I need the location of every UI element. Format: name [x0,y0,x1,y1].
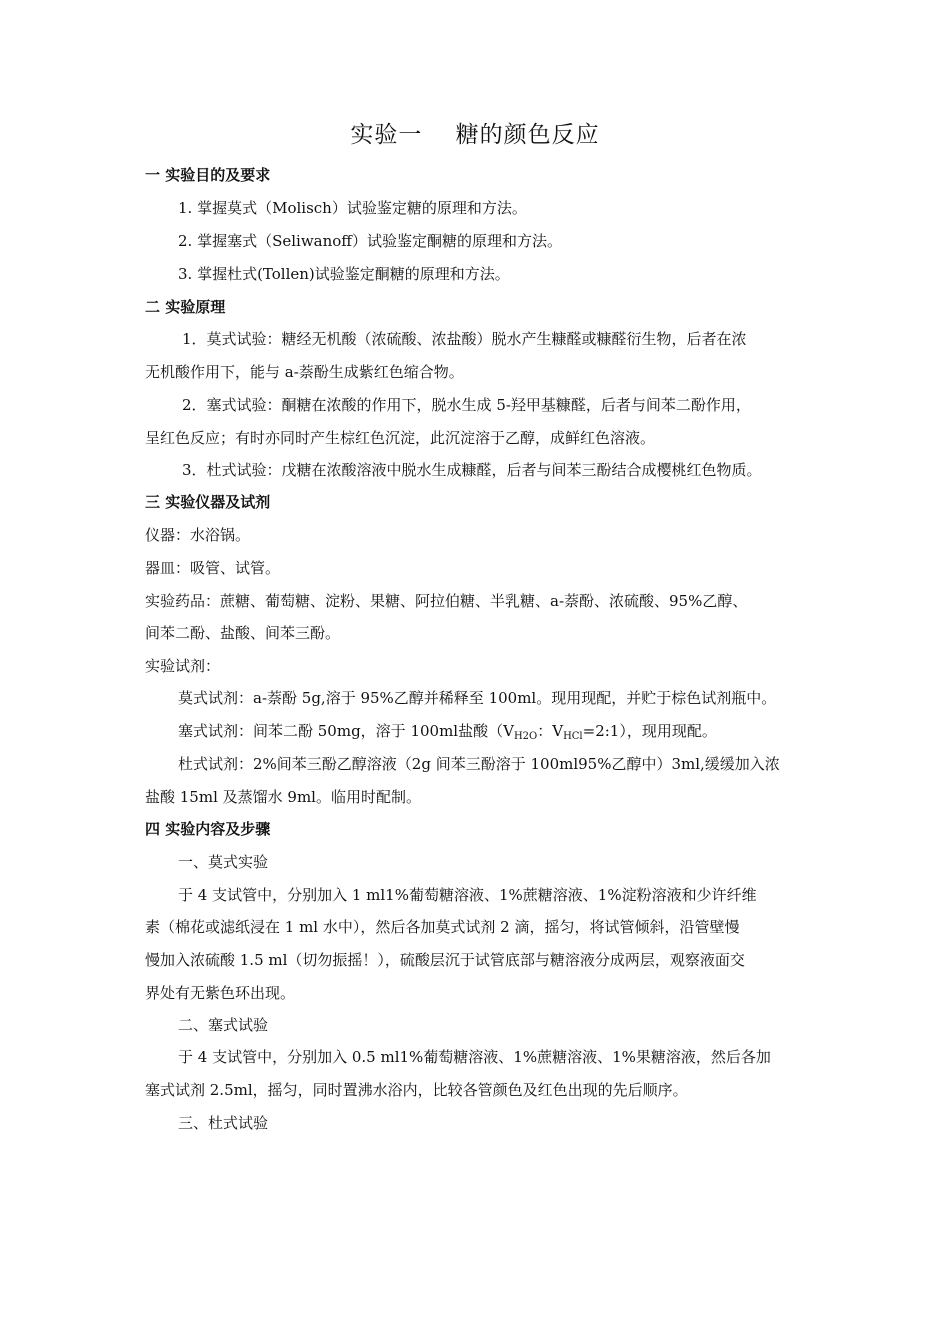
subscript: HCl [563,731,583,742]
paragraph-line: 3．杜式试验：戊糖在浓酸溶液中脱水生成糠醛，后者与间苯三酚结合成樱桃红色物质。 [182,461,762,479]
page-title: 实验一 糖的颜色反应 [350,122,600,148]
subheading: 三、杜式试验 [178,1114,269,1132]
subheading: 二、塞式试验 [178,1016,269,1034]
paragraph-line: 2．塞式试验：酮糖在浓酸的作用下，脱水生成 5-羟甲基糠醛，后者与间苯二酚作用， [182,396,751,414]
section-heading-objectives: 一 实验目的及要求 [145,166,271,184]
paragraph-line: 于 4 支试管中，分别加入 0.5 ml1%葡萄糖溶液、1%蔗糖溶液、1%果糖溶液，然后各加 [178,1048,771,1066]
paragraph-line: 间苯二酚、盐酸、间苯三酚。 [145,624,341,642]
objective-item: 1. 掌握莫式（Molisch）试验鉴定糖的原理和方法。 [178,199,527,217]
reagent-line: 杜式试剂：2%间苯三酚乙醇溶液（2g 间苯三酚溶于 100ml95%乙醇中）3ml,缓缓加入浓 [178,755,780,773]
subheading: 一、莫式实验 [178,853,269,871]
paragraph-line: 仪器：水浴锅。 [145,526,251,544]
section-heading-apparatus: 三 实验仪器及试剂 [145,493,271,511]
paragraph-line: 1．莫式试验：糖经无机酸（浓硫酸、浓盐酸）脱水产生糠醛或糠醛衍生物，后者在浓 [182,330,747,348]
paragraph-line: 实验药品：蔗糖、葡萄糖、淀粉、果糖、阿拉伯糖、半乳糖、a-萘酚、浓硫酸、95%乙醇、 [145,592,748,610]
objective-item: 3. 掌握杜式(Tollen)试验鉴定酮糖的原理和方法。 [178,265,510,283]
paragraph-line: 素（棉花或滤纸浸在 1 ml 水中），然后各加莫式试剂 2 滴，摇匀，将试管倾斜，沿管壁慢 [145,918,740,936]
paragraph-line: 塞式试剂 2.5ml，摇匀，同时置沸水浴内，比较各管颜色及红色出现的先后顺序。 [145,1081,688,1099]
section-heading-procedure: 四 实验内容及步骤 [145,820,271,838]
reagent-text: ：V [537,722,564,740]
paragraph-line: 无机酸作用下，能与 a-萘酚生成紫红色缩合物。 [145,363,464,381]
objective-item: 2. 掌握塞式（Seliwanoff）试验鉴定酮糖的原理和方法。 [178,232,562,250]
section-heading-principle: 二 实验原理 [145,298,226,316]
paragraph-line: 实验试剂： [145,657,221,675]
reagent-text: =2:1），现用现配。 [582,722,717,740]
paragraph-line: 盐酸 15ml 及蒸馏水 9ml。临用时配制。 [145,788,421,806]
paragraph-line: 于 4 支试管中，分别加入 1 ml1%葡萄糖溶液、1%蔗糖溶液、1%淀粉溶液和少许纤维 [178,886,757,904]
reagent-line-seliwanoff [178,721,848,741]
reagent-text: 塞式试剂：间苯二酚 50mg，溶于 100ml盐酸（V [178,722,514,740]
paragraph-line: 器皿：吸管、试管。 [145,559,281,577]
paragraph-line: 呈红色反应；有时亦同时产生棕红色沉淀，此沉淀溶于乙醇，成鲜红色溶液。 [145,429,656,447]
paragraph-line: 界处有无紫色环出现。 [145,984,296,1002]
paragraph-line: 慢加入浓硫酸 1.5 ml（切勿振摇！），硫酸层沉于试管底部与糖溶液分成两层，观察液面交 [145,951,745,969]
reagent-line: 莫式试剂：a-萘酚 5g,溶于 95%乙醇并稀释至 100ml。现用现配，并贮于棕色试剂瓶中。 [178,689,777,707]
subscript: H2O [513,731,538,742]
